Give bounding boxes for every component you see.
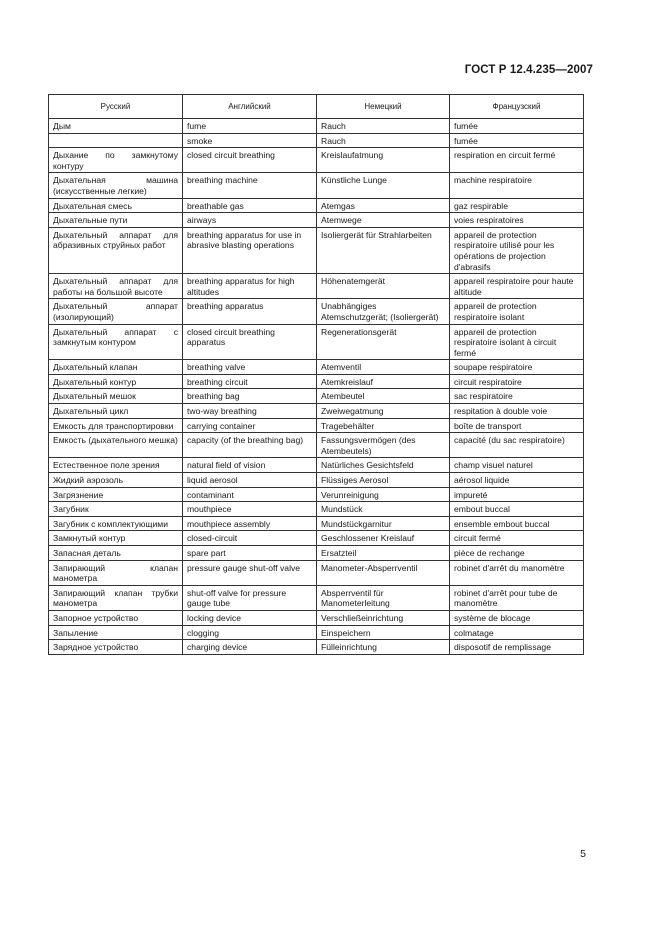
term-english: breathable gas	[183, 198, 317, 213]
term-french: circuit fermé	[450, 531, 584, 546]
term-french: robinet d'arrêt du manomètre	[450, 560, 584, 585]
term-french: voies respiratoires	[450, 213, 584, 228]
table-row	[49, 458, 584, 473]
table-row	[49, 324, 584, 360]
table-row	[49, 433, 584, 458]
term-german: Einspeichern	[317, 625, 450, 640]
term-french: disposotif de remplissage	[450, 640, 584, 655]
term-german: Natürliches Gesichtsfeld	[317, 458, 450, 473]
term-french: gaz respirable	[450, 198, 584, 213]
terminology-table	[48, 94, 584, 655]
column-header-german: Немецкий	[317, 95, 450, 119]
table-row	[49, 227, 584, 273]
term-russian: Дыхательная смесь	[49, 198, 183, 213]
term-english: breathing apparatus	[183, 299, 317, 324]
term-russian: Емкость (дыхательного мешка)	[49, 433, 183, 458]
term-english: closed-circuit	[183, 531, 317, 546]
term-english: clogging	[183, 625, 317, 640]
term-german: Fülleinrichtung	[317, 640, 450, 655]
term-french: pièce de rechange	[450, 546, 584, 561]
term-russian: Естественное поле зрения	[49, 458, 183, 473]
column-header-russian: Русский	[49, 95, 183, 119]
term-english: smoke	[183, 133, 317, 148]
term-german: Regenerationsgerät	[317, 324, 450, 360]
table-row	[49, 133, 584, 148]
table-row	[49, 148, 584, 173]
table-row	[49, 585, 584, 610]
table-row	[49, 299, 584, 324]
term-french: appareil respiratoire pour haute altitude	[450, 274, 584, 299]
term-english: natural field of vision	[183, 458, 317, 473]
term-german: Rauch	[317, 133, 450, 148]
term-french: système de blocage	[450, 610, 584, 625]
column-header-english: Английский	[183, 95, 317, 119]
term-german: Manometer-Absperrventil	[317, 560, 450, 585]
term-english: contaminant	[183, 487, 317, 502]
term-french: fumée	[450, 133, 584, 148]
table-row	[49, 119, 584, 134]
term-french: impureté	[450, 487, 584, 502]
term-russian: Зарядное устройство	[49, 640, 183, 655]
term-french: appareil de protection respiratoire isolant à circuit fermé	[450, 324, 584, 360]
table-row	[49, 360, 584, 375]
table-row	[49, 274, 584, 299]
table-row	[49, 173, 584, 198]
term-english: breathing valve	[183, 360, 317, 375]
term-russian: Дыхательный аппарат с замкнутым контуром	[49, 324, 183, 360]
term-russian: Запасная деталь	[49, 546, 183, 561]
term-english: carrying container	[183, 418, 317, 433]
term-french: capacité (du sac respiratoire)	[450, 433, 584, 458]
term-german: Atemgas	[317, 198, 450, 213]
term-russian: Загрязнение	[49, 487, 183, 502]
page-header-standard: ГОСТ Р 12.4.235—2007	[464, 64, 593, 76]
table-row	[49, 418, 584, 433]
table-row	[49, 625, 584, 640]
term-russian: Запирающий клапан манометра	[49, 560, 183, 585]
term-german: Mundstückgarnitur	[317, 516, 450, 531]
table-row	[49, 389, 584, 404]
term-french: robinet d'arrêt pour tube de manomètre	[450, 585, 584, 610]
term-english: airways	[183, 213, 317, 228]
term-russian: Дыхание по замкнутому контуру	[49, 148, 183, 173]
term-french: sac respiratoire	[450, 389, 584, 404]
term-russian: Загубник	[49, 502, 183, 517]
term-russian: Дыхательный мешок	[49, 389, 183, 404]
term-english: locking device	[183, 610, 317, 625]
term-russian	[49, 133, 183, 148]
table-row	[49, 374, 584, 389]
term-french: embout buccal	[450, 502, 584, 517]
term-german: Atemwege	[317, 213, 450, 228]
term-russian: Дыхательный аппарат для работы на большой высоте	[49, 274, 183, 299]
term-russian: Запорное устройство	[49, 610, 183, 625]
table-row	[49, 531, 584, 546]
term-russian: Дыхательный клапан	[49, 360, 183, 375]
term-english: fume	[183, 119, 317, 134]
term-french: colmatage	[450, 625, 584, 640]
term-english: liquid aerosol	[183, 473, 317, 488]
term-german: Unabhängiges Atemschutzgerät; (Isoliergerät)	[317, 299, 450, 324]
term-english: breathing apparatus for use in abrasive blasting operations	[183, 227, 317, 273]
term-russian: Дыхательный цикл	[49, 404, 183, 419]
term-german: Isoliergerät für Strahlarbeiten	[317, 227, 450, 273]
term-german: Geschlossener Kreislauf	[317, 531, 450, 546]
table-row	[49, 560, 584, 585]
term-german: Verunreinigung	[317, 487, 450, 502]
term-french: aérosol liquide	[450, 473, 584, 488]
page-number: 5	[580, 848, 586, 860]
term-german: Rauch	[317, 119, 450, 134]
term-german: Atemventil	[317, 360, 450, 375]
term-german: Verschließeinrichtung	[317, 610, 450, 625]
term-german: Zweiwegatmung	[317, 404, 450, 419]
term-russian: Запыление	[49, 625, 183, 640]
term-russian: Дыхательный аппарат (изолирующий)	[49, 299, 183, 324]
term-german: Tragebehälter	[317, 418, 450, 433]
term-french: soupape respiratoire	[450, 360, 584, 375]
term-english: mouthpiece	[183, 502, 317, 517]
term-russian: Жидкий аэрозоль	[49, 473, 183, 488]
table-row	[49, 516, 584, 531]
term-english: capacity (of the breathing bag)	[183, 433, 317, 458]
term-english: breathing circuit	[183, 374, 317, 389]
term-english: breathing apparatus for high altitudes	[183, 274, 317, 299]
term-german: Kreislaufatmung	[317, 148, 450, 173]
term-english: breathing bag	[183, 389, 317, 404]
table-header-row	[49, 95, 584, 119]
term-german: Ersatzteil	[317, 546, 450, 561]
term-russian: Емкость для транспортировки	[49, 418, 183, 433]
term-english: closed circuit breathing apparatus	[183, 324, 317, 360]
term-french: fumée	[450, 119, 584, 134]
term-french: respiration en circuit fermé	[450, 148, 584, 173]
column-header-french: Французский	[450, 95, 584, 119]
term-french: ensemble embout buccal	[450, 516, 584, 531]
term-russian: Дым	[49, 119, 183, 134]
term-french: champ visuel naturel	[450, 458, 584, 473]
term-english: shut-off valve for pressure gauge tube	[183, 585, 317, 610]
term-russian: Дыхательный аппарат для абразивных струйных работ	[49, 227, 183, 273]
term-russian: Замкнутый контур	[49, 531, 183, 546]
term-german: Flüssiges Aerosol	[317, 473, 450, 488]
table-row	[49, 473, 584, 488]
term-english: pressure gauge shut-off valve	[183, 560, 317, 585]
term-french: appareil de protection respiratoire utilisé pour les opérations de projection d'abrasifs	[450, 227, 584, 273]
term-russian: Дыхательная машина (искусственные легкие)	[49, 173, 183, 198]
term-french: respitation à double voie	[450, 404, 584, 419]
term-english: two-way breathing	[183, 404, 317, 419]
term-french: boîte de transport	[450, 418, 584, 433]
term-english: charging device	[183, 640, 317, 655]
term-german: Künstliche Lunge	[317, 173, 450, 198]
term-french: circuit respiratoire	[450, 374, 584, 389]
table-row	[49, 546, 584, 561]
term-german: Fassungsvermögen (des Atembeutels)	[317, 433, 450, 458]
table-row	[49, 404, 584, 419]
table-row	[49, 198, 584, 213]
table-row	[49, 640, 584, 655]
term-english: breathing machine	[183, 173, 317, 198]
table-row	[49, 610, 584, 625]
term-german: Atembeutel	[317, 389, 450, 404]
term-french: appareil de protection respiratoire isolant	[450, 299, 584, 324]
term-russian: Запирающий клапан трубки манометра	[49, 585, 183, 610]
term-russian: Загубник с комплектующими	[49, 516, 183, 531]
term-english: spare part	[183, 546, 317, 561]
term-german: Atemkreislauf	[317, 374, 450, 389]
term-russian: Дыхательные пути	[49, 213, 183, 228]
term-english: mouthpiece assembly	[183, 516, 317, 531]
table-row	[49, 502, 584, 517]
term-russian: Дыхательный контур	[49, 374, 183, 389]
term-english: closed circuit breathing	[183, 148, 317, 173]
term-french: machine respiratoire	[450, 173, 584, 198]
table-row	[49, 487, 584, 502]
term-german: Mundstück	[317, 502, 450, 517]
table-row	[49, 213, 584, 228]
term-german: Höhenatemgerät	[317, 274, 450, 299]
term-german: Absperrventil für Manometerleitung	[317, 585, 450, 610]
